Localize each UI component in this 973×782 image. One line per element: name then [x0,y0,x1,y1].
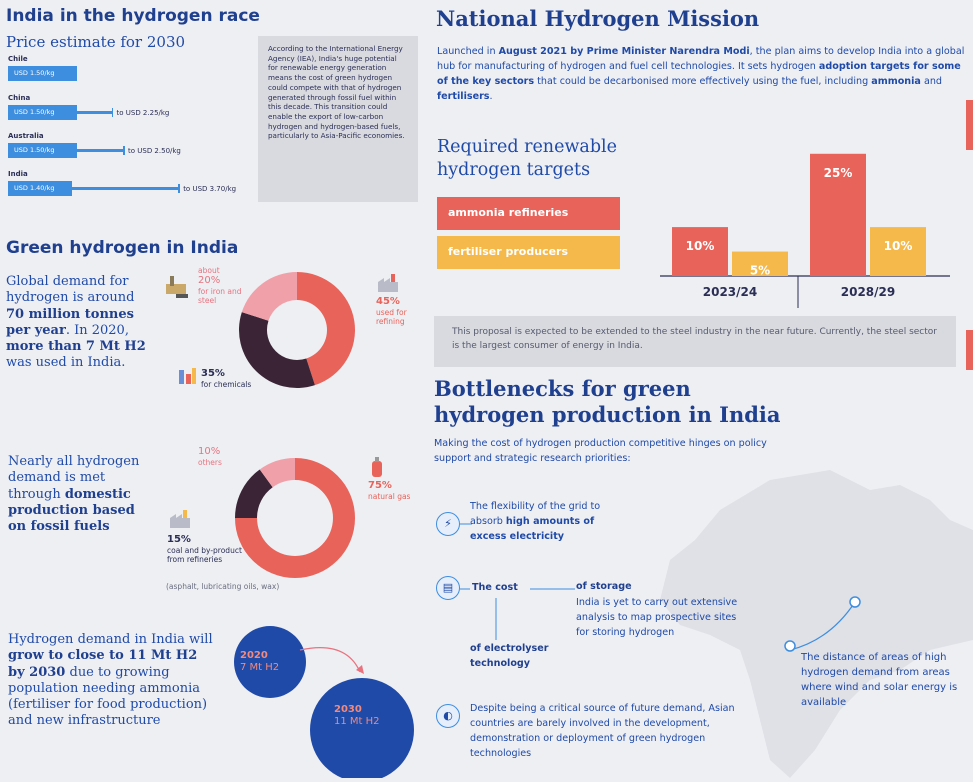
target-bar-label: 25% [823,165,853,180]
nhm-desc-5: . [489,90,493,102]
bottleneck-grid-text [470,500,630,545]
iea-note-text: According to the International Energy Agency (IEA), India's huge potential for renewable energy generation means the cost of green hydrogen could compete with that of hydrogen generated through fossil fuel within this decade. This transition could enable the export of low-carbon hydrogen and hydrogen-based fuels, particularly to Asia-Pacific economies. [268,44,405,141]
price-category-label: Australia [8,132,44,140]
demand-growth-paragraph [8,632,218,730]
price-range-label: to USD 3.70/kg [183,185,237,193]
circle-2030-label [334,704,394,728]
circle-2030 [310,678,414,778]
price-range-line [77,111,112,114]
gas-cylinder-icon [368,456,386,478]
price-bar-low [8,181,72,196]
donut2-pct15: 15% [167,534,191,545]
nhm-desc-b1: August 2021 by Prime Minister Narendra Modi [498,46,750,57]
legend-fertiliser: fertiliser producers [437,236,620,269]
c2020-year: 2020 [240,650,268,661]
demand-growth-circles [220,620,420,778]
bn-title-2: hydrogen production in India [434,402,781,428]
donut2-label-75 [368,480,428,501]
lightning-icon: ⚡ [436,512,460,536]
demand-point [850,597,860,607]
factory-icon [376,272,402,294]
price-category-label: Chile [8,55,28,63]
donut1-about: about [198,266,220,275]
price-category-label: India [8,170,28,178]
para2-text: Nearly all hydrogen demand is met through [8,454,140,502]
donut2-label-15b: (asphalt, lubricating oils, wax) [166,582,280,591]
price-range-line [77,149,123,152]
donut1-pct45: 45% [376,296,400,307]
para1-bold-a: 70 million tonnes per year [6,306,134,338]
price-chart-subtitle: Price estimate for 2030 [6,33,186,51]
global-demand-paragraph [6,274,156,372]
targets-title-2: hydrogen targets [437,159,591,180]
price-range-cap [112,108,114,117]
donut2-lab10: others [198,458,222,467]
donut1-label-20 [198,266,268,305]
nhm-desc-2: , the plan aims to develop India into a global hub for manufacturing of hydrogen and fuel cell technologies. It sets hydrogen [437,46,965,72]
targets-bar-chart [650,130,960,310]
document-icon: ▤ [436,576,460,600]
donut1-lab35: for chemicals [201,380,252,389]
edge-accent-1 [966,100,973,150]
para1-text-b: . In 2020, [65,322,129,338]
targets-title-1: Required renewable [437,137,618,157]
target-category-label: 2023/24 [702,285,758,299]
bn1-bold: high amounts of excess electricity [470,515,595,542]
edge-accent-2 [966,330,973,370]
price-range-label: to USD 2.25/kg [116,109,170,117]
c2030-val: 11 Mt H2 [334,716,380,727]
price-estimate-chart [0,0,255,210]
para2-bold: domestic production based on fossil fuels [8,486,135,534]
bn2-electrolyser: of electrolyser technology [470,643,549,669]
legend-ammonia: ammonia refineries [437,197,620,230]
price-category-label: China [8,94,31,102]
nhm-description [437,45,967,104]
price-range-label: to USD 2.50/kg [128,147,181,155]
price-bar-low-label: USD 1.50/kg [14,146,55,154]
para3-text-a: Hydrogen demand in India will [8,632,213,647]
donut1-pct35: 35% [201,368,225,379]
price-bar-low-label: USD 1.50/kg [14,69,55,77]
price-range-cap [178,184,180,193]
bottlenecks-description: Making the cost of hydrogen production competitive hinges on policy support and strategic research priorities: [434,438,767,464]
nhm-desc-1: Launched in [437,46,499,57]
donut2-pct10: 10% [198,446,221,457]
target-bar-label: 5% [749,263,771,278]
price-bar-low [8,105,77,120]
target-category-label: 2028/29 [840,285,896,299]
donut1-label-35 [201,368,281,389]
donut2-pct75: 75% [368,480,392,491]
donut1-lab45: used for refining [376,308,407,326]
section-title-hydrogen-race: India in the hydrogen race [6,6,260,26]
nhm-desc-b3: ammonia [871,75,921,87]
para1-bold-b: more than 7 Mt H2 [6,339,146,354]
para1-text-a: Global demand for hydrogen is around [6,274,135,306]
price-bar-low-label: USD 1.40/kg [14,184,55,192]
growth-arrow [300,648,360,672]
price-bar-low [8,143,77,158]
donut1-label-45 [376,296,416,326]
c2030-year: 2030 [334,704,362,715]
donut2-lab15: coal and by-product from refineries [167,546,242,564]
donut2-lab75: natural gas [368,492,411,501]
steel-icon [163,272,191,302]
nhm-desc-3: that could be decarbonised more effectively using the fuel, including [534,75,872,87]
iea-note-box [258,36,418,202]
bottleneck-asia-text: Despite being a critical source of future demand, Asian countries are barely involved in the development, demonstration or deployment of green hydrogen technologies [470,703,735,759]
proposal-note: This proposal is expected to be extended to the steel industry in the near future. Currently, the steel sector is the largest consumer of energy in India. [434,316,956,367]
fossil-supply-paragraph [8,454,156,535]
bn2-storage: of storage [576,581,632,592]
nhm-desc-b4: fertilisers [437,90,490,102]
section-title-green-hydrogen: Green hydrogen in India [6,238,239,258]
globe-icon: ◐ [436,704,460,728]
donut1-lab20: for iron and steel [198,287,242,305]
bn1-text: The flexibility of the grid to absorb [470,501,601,527]
chemicals-icon [176,364,198,386]
bn-title-1: Bottlenecks for green [434,376,691,401]
bn2-storage-text: India is yet to carry out extensive analysis to map prospective sites for storing hydrogen [576,597,738,638]
para3-text-b: due to growing population needing ammonia (fertiliser for food production) and new infrastructure [8,664,208,729]
section-title-nhm: National Hydrogen Mission [436,6,760,31]
section-title-bottlenecks [434,376,781,429]
targets-title [437,136,617,182]
circle-2020-label [240,650,300,674]
c2020-val: 7 Mt H2 [240,662,280,673]
nhm-desc-b2: adoption targets for some of the key sectors [437,60,961,87]
refinery-icon [168,508,194,530]
nhm-desc-4: and [920,75,942,87]
target-bar-label: 10% [685,239,715,254]
donut2-label-15 [167,534,247,564]
price-range-cap [123,146,125,155]
price-range-line [72,187,178,190]
donut2-label-10 [198,446,258,467]
para3-bold: grow to close to 11 Mt H2 by 2030 [8,648,198,680]
donut1-pct20: 20% [198,275,221,286]
map-distance-label: The distance of areas of high hydrogen demand from areas where wind and solar energy is available [801,652,958,708]
bn2-cost: The cost [472,582,518,593]
price-bar-low-label: USD 1.50/kg [14,108,55,116]
supply-point [785,641,795,651]
target-bar-label: 10% [883,239,913,254]
para1-text-c: was used in India. [6,355,126,371]
price-bar-low [8,66,77,81]
